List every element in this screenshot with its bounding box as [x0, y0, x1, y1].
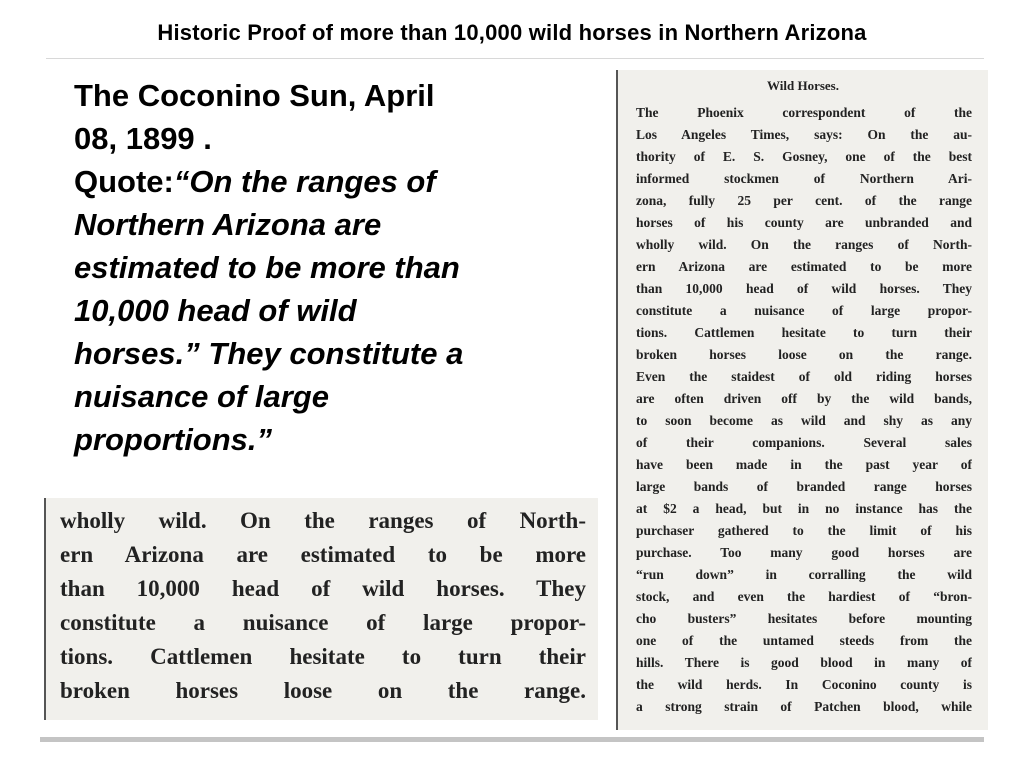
article-line: purchaser gathered to the limit of his	[636, 523, 972, 538]
article-line: a strong strain of Patchen blood, while	[636, 699, 972, 714]
article-line: horses of his county are unbranded and	[636, 215, 972, 230]
article-line: ern Arizona are estimated to be more	[636, 259, 972, 274]
quote-line-7: proportions.”	[74, 422, 273, 457]
article-line: have been made in the past year of	[636, 457, 972, 472]
slide-title: Historic Proof of more than 10,000 wild horses in Northern Arizona	[157, 20, 867, 45]
article-line: constitute a nuisance of large propor-	[636, 303, 972, 318]
article-line: broken horses loose on the range.	[636, 347, 972, 362]
article-line: thority of E. S. Gosney, one of the best	[636, 149, 972, 164]
quote-line-6: nuisance of large	[74, 379, 329, 414]
clipping-line: than 10,000 head of wild horses. They	[60, 576, 586, 601]
article-line: stock, and even the hardiest of “bron-	[636, 589, 972, 604]
quote-line-3: estimated to be more than	[74, 250, 460, 285]
article-headline: Wild Horses.	[767, 78, 839, 93]
article-line: to soon become as wild and shy as any	[636, 413, 972, 428]
footer-bar	[40, 737, 984, 742]
newspaper-clipping-article	[616, 70, 988, 730]
quote-text: “On the ranges of	[173, 164, 436, 199]
title-divider	[46, 58, 984, 59]
quote-line-4: 10,000 head of wild	[74, 293, 357, 328]
article-line: The Phoenix correspondent of the	[636, 105, 972, 120]
quote-line-2: Northern Arizona are	[74, 207, 382, 242]
article-line: zona, fully 25 per cent. of the range	[636, 193, 972, 208]
clipping-line: broken horses loose on the range.	[60, 678, 586, 703]
article-line: wholly wild. On the ranges of North-	[636, 237, 972, 252]
article-line: one of the untamed steeds from the	[636, 633, 972, 648]
quote-line-1	[74, 160, 574, 203]
article-line: the wild herds. In Coconino county is	[636, 677, 972, 692]
clipping-line: constitute a nuisance of large propor-	[60, 610, 586, 635]
article-line: purchase. Too many good horses are	[636, 545, 972, 560]
clipping-line: wholly wild. On the ranges of North-	[60, 508, 586, 533]
article-line: than 10,000 head of wild horses. They	[636, 281, 972, 296]
article-line: Los Angeles Times, says: On the au-	[636, 127, 972, 142]
article-line: “run down” in corralling the wild	[636, 567, 972, 582]
article-line: of their companions. Several sales	[636, 435, 972, 450]
quote-line-5: horses.” They constitute a	[74, 336, 464, 371]
quote-text-block	[74, 74, 574, 461]
source-line-2: 08, 1899 .	[74, 121, 212, 156]
article-line: at $2 a head, but in no instance has the	[636, 501, 972, 516]
article-line: large bands of branded range horses	[636, 479, 972, 494]
clipping-line: ern Arizona are estimated to be more	[60, 542, 586, 567]
clipping-line: tions. Cattlemen hesitate to turn their	[60, 644, 586, 669]
article-line: tions. Cattlemen hesitate to turn their	[636, 325, 972, 340]
article-line: hills. There is good blood in many of	[636, 655, 972, 670]
source-line-1: The Coconino Sun, April	[74, 78, 435, 113]
article-line: cho busters” hesitates before mounting	[636, 611, 972, 626]
article-line: are often driven off by the wild bands,	[636, 391, 972, 406]
quote-label: Quote:	[74, 164, 174, 199]
article-line: informed stockmen of Northern Ari-	[636, 171, 972, 186]
article-line: Even the staidest of old riding horses	[636, 369, 972, 384]
newspaper-clipping-excerpt	[44, 498, 598, 720]
